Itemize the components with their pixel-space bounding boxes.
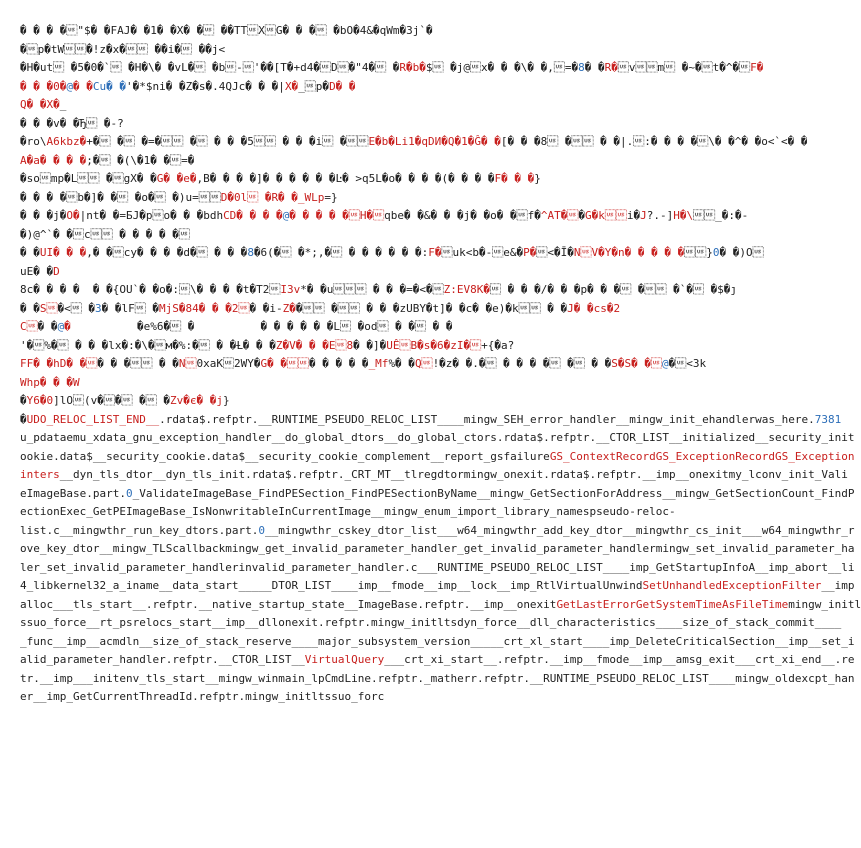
plain-text: [� � �8 � � �|. :� � � � \� �^� �o<`<� � — [500, 135, 808, 148]
plain-text: ,B� � � �]� � � � � �Ŀ� >q5L�o� � � �(� � � � — [196, 172, 495, 185]
text-line — [20, 170, 848, 189]
text-line — [20, 633, 855, 652]
plain-text: 0xaK 2WY� — [196, 357, 261, 370]
highlighted-text: D� � — [329, 79, 356, 93]
plain-text: _�:�- — [693, 209, 749, 222]
plain-text: _ValidateImageBase_FindPESection_FindPESectionByName__mingw_GetSectionForAddress__mingw_GetSectionCount_FindP — [132, 486, 855, 500]
plain-text: ?.-] — [646, 209, 674, 222]
highlighted-text: CD� � � � — [223, 209, 283, 222]
text-line — [20, 355, 848, 374]
numeric-text: @ — [662, 357, 669, 370]
highlighted-text: R� — [604, 61, 618, 74]
highlighted-text: F� � � — [494, 172, 535, 185]
plain-text: �e%6� � � � � � � �L �od � � � � — [70, 320, 453, 333]
numeric-text: 8 — [578, 61, 585, 74]
text-line — [20, 41, 848, 60]
plain-text: ]lO (v� � � � — [53, 394, 170, 407]
text-line — [20, 485, 855, 504]
text-line — [20, 263, 848, 282]
text-line — [20, 318, 848, 337]
text-line — [20, 96, 848, 115]
plain-text: � � — [20, 301, 40, 315]
plain-text: +� � �=� � � � �5 � � �i � — [86, 135, 369, 148]
plain-text: � �)O — [719, 246, 764, 259]
plain-text: 4_libkernel32_a_iname__data_start_____DTOR_LIST____imp__fmode__imp__lock__imp_RtlVirtualUnwind — [20, 579, 643, 592]
plain-text: �)@^`� � c � � � � � — [20, 227, 190, 241]
plain-text: ove_key_dtor__mingw_TLScallbackmingw_get_invalid_parameter_handler_get_invalid_parameter_handlermingw_set_invalid_parameter_ha — [20, 542, 855, 555]
highlighted-text: J — [640, 209, 647, 222]
text-line — [20, 133, 848, 152]
highlighted-text: VirtualQuery — [304, 653, 385, 666]
text-line — [20, 429, 855, 448]
plain-text: ;� �(\�1� � =� — [86, 153, 195, 167]
plain-text: .rdata$.refptr.__RUNTIME_PSEUDO_RELOC_LIST____mingw_SEH_error_handler__mingw_init_ehandlerwas_here. — [159, 412, 815, 426]
text-line — [20, 59, 848, 78]
highlighted-text: G�k — [584, 209, 627, 222]
text-line — [20, 337, 848, 356]
plain-text: � p�tW �!z�x� ��i� ��j< — [20, 42, 226, 56]
highlighted-text: X� — [284, 79, 299, 93]
highlighted-text: Whp� � �W — [20, 375, 80, 389]
text-line — [20, 688, 848, 707]
text-line — [20, 392, 848, 411]
plain-text: uk<b�- e&� — [441, 246, 524, 259]
plain-text: i� — [626, 209, 641, 222]
text-line — [20, 503, 848, 522]
plain-text: |nt� �=БJ�p o� � �bdh — [79, 209, 224, 222]
binary-text-view[interactable] — [20, 22, 861, 848]
numeric-text: 0 — [125, 486, 133, 500]
plain-text: +{�a? — [481, 338, 515, 352]
plain-text: eImageBase.part. — [20, 486, 126, 500]
highlighted-text: UI� � � — [39, 246, 87, 259]
numeric-text: 7381 — [814, 412, 842, 426]
plain-text: __imp — [821, 579, 855, 592]
highlighted-text: Z�V� � �E 8 — [275, 338, 354, 352]
plain-text: � � — [37, 320, 58, 333]
plain-text: } — [222, 394, 230, 407]
highlighted-text: � � � � � H� — [289, 209, 385, 222]
plain-text: � � — [20, 246, 40, 259]
highlighted-text: Y6�0 — [26, 394, 54, 407]
highlighted-text: Q — [414, 357, 433, 370]
numeric-text: @ — [66, 79, 73, 93]
highlighted-text: H�\ — [673, 209, 694, 222]
text-line — [20, 522, 855, 541]
highlighted-text: MјS�84� � �2 — [158, 301, 250, 315]
highlighted-text: D — [53, 264, 60, 278]
plain-text: � �i- — [249, 301, 283, 315]
plain-text: $ �j@ x� � �\� �, =� — [425, 61, 579, 74]
plain-text: �ro\ — [20, 135, 47, 148]
plain-text: � � �v� �Ђ �-? — [20, 116, 124, 130]
highlighted-text: Z� — [282, 301, 296, 315]
highlighted-text: � � — [72, 79, 93, 93]
plain-text: � � � � b�]� � �o� �)u= — [20, 190, 221, 204]
plain-text: er__imp_GetCurrentThreadId.refptr.mingw_initltssuo_forc — [20, 690, 385, 703]
plain-text: '�*$ni� �Z�s�.4QJc� � �| — [125, 79, 285, 93]
plain-text: v m �~� t�^� — [617, 61, 751, 74]
highlighted-text: � � �0� — [20, 79, 67, 93]
highlighted-text: _Mf — [368, 357, 389, 370]
plain-text: � <3k — [668, 357, 707, 370]
highlighted-text: N V�Y�n� � � � � — [573, 246, 685, 259]
plain-text: �6(� �*;,� � � � � � �: — [253, 246, 429, 259]
text-line — [20, 448, 855, 467]
highlighted-text: D�0l �R� �_WLp — [220, 190, 325, 204]
text-line — [20, 466, 848, 485]
plain-text: tr.__imp___initenv_tls_start__mingw_winmain_lpCmdLine.refptr._matherr.refptr.__RUNTIME_PSEUDO_RELOC_LIST____mingw_oldexcpt_han — [20, 671, 855, 685]
highlighted-text: S�S� � — [611, 357, 663, 370]
plain-text: � � �j� — [20, 209, 67, 222]
highlighted-text: F� — [428, 246, 442, 259]
text-line — [20, 411, 848, 430]
plain-text: ookie.data$__security_cookie.data$__security_cookie_complement__report_gsfailure — [20, 449, 550, 463]
plain-text: ___crt_xi_start__.refptr.__imp__fmode__imp__amsg_exit___crt_xi_end__.re — [384, 653, 855, 666]
highlighted-text: SetUnhandledExceptionFilter — [642, 579, 822, 592]
plain-text: � — [20, 412, 27, 426]
plain-text: � � � � � — [97, 357, 179, 370]
plain-text: � �]� — [353, 338, 387, 352]
plain-text: <�Ī� — [536, 246, 574, 259]
plain-text: mingw_initl — [788, 597, 861, 611]
highlighted-text: UÊ B�s�6�zI� — [386, 338, 482, 352]
plain-text: � � � � �zUBY�t]� �c� �e)�k � � — [295, 301, 568, 315]
highlighted-text: O� — [66, 209, 80, 222]
highlighted-text: E�b�Li1�qDИ�Q�1�Ĝ� � — [368, 135, 501, 148]
plain-text: !�z� �.� � � � � � � � — [432, 357, 612, 370]
numeric-text: 0 — [258, 523, 266, 537]
highlighted-text: FF� �hD� � — [20, 357, 98, 370]
text-line — [20, 115, 848, 134]
plain-text: __mingwthr_cskey_dtor_list___w64_mingwthr_add_key_dtor__mingwthr_cs_init___w64_mingwthr_r — [265, 523, 855, 537]
highlighted-text: inters — [20, 468, 60, 481]
plain-text: ectionExec_GetPEImageBase_IsNonwritableInCurrentImage__mingw_enum_import_library_namespseudo-reloc- — [20, 505, 676, 518]
numeric-text: Cu� � — [92, 79, 126, 93]
highlighted-text: GS_ContextRecordGS_ExceptionRecordGS_Exception — [549, 449, 855, 463]
highlighted-text: C — [20, 320, 38, 333]
plain-text: list.c__mingwthr_run_key_dtors.part. — [20, 523, 259, 537]
highlighted-text: S — [39, 301, 58, 315]
plain-text: =} — [324, 190, 338, 204]
plain-text: � � �/� � �p� � � � �`� �$�ȷ — [490, 283, 738, 296]
highlighted-text: J� �cs�2 — [567, 301, 621, 315]
numeric-text: @ — [57, 320, 65, 333]
highlighted-text: � — [64, 320, 71, 333]
plain-text: uE� � — [20, 264, 54, 278]
plain-text: __dyn_tls_dtor__dyn_tls_init.rdata$.refptr._CRT_MT__tlregdtormingw_onexit.rdata$.refptr.__imp__onexitmy_lconv_init_Vali — [59, 468, 848, 481]
plain-text: qbe� �&� � �j� �o� � f� — [384, 209, 541, 222]
highlighted-text: G� �e� — [156, 172, 197, 185]
plain-text: u_pdataemu_xdata_gnu_exception_handler__do_global_dtors__do_global_ctors.rdata$.refptr.__CTOR_LIST__initialized__security_init — [20, 431, 855, 444]
highlighted-text: A6kbz� — [46, 135, 87, 148]
text-line — [20, 596, 861, 615]
plain-text: *� �u � � �=�<� — [300, 283, 444, 296]
plain-text: � � � � "$� �FAJ� �1� �X� � ��TT X G� � � �bO�4&�qWm�3j`� — [20, 24, 433, 37]
highlighted-text: Q� �X� — [20, 98, 60, 111]
text-line — [20, 559, 855, 578]
highlighted-text: ^AT� — [540, 209, 579, 222]
highlighted-text: I3v — [280, 283, 301, 296]
text-line — [20, 670, 855, 689]
plain-text: �so mp�L � gX� � — [20, 172, 157, 185]
plain-text: � � � � � — [308, 357, 369, 370]
plain-text: '� %� � � �lx�:�\� м�%:� � �Ƚ� � � — [20, 338, 276, 352]
plain-text: %� � — [388, 357, 415, 370]
numeric-text: 8 — [247, 246, 254, 259]
numeric-text: @ — [282, 209, 290, 222]
text-line — [20, 540, 855, 559]
plain-text: � — [20, 394, 27, 407]
numeric-text: 0 — [712, 246, 720, 259]
plain-text: � — [578, 209, 585, 222]
plain-text: ler_set_invalid_parameter_handlerinvalid_parameter_handler.c___RUNTIME_PSEUDO_RELOC_LIST____imp_GetStartupInfoA__imp_abort__li — [20, 560, 855, 574]
plain-text: alloc___tls_start__.refptr.__native_startup_state__ImageBase.refptr.__imp__onexit — [20, 597, 557, 611]
highlighted-text: R�b� — [399, 61, 426, 74]
plain-text: _ — [59, 98, 67, 111]
plain-text: � �lF � — [101, 301, 159, 315]
text-line — [20, 22, 848, 41]
text-line — [20, 281, 848, 300]
text-line — [20, 78, 848, 97]
text-line — [20, 207, 848, 226]
text-line — [20, 300, 848, 319]
text-line — [20, 226, 848, 245]
text-line — [20, 651, 855, 670]
text-line — [20, 189, 848, 208]
text-line — [20, 152, 848, 171]
plain-text: 8c� � � � � �{OU`� �o�: \� � � �t�T2 — [20, 283, 281, 296]
plain-text: ,� � cy� � � �d� � � � — [86, 246, 248, 259]
plain-text: } — [534, 172, 541, 185]
text-line — [20, 614, 848, 633]
highlighted-text: F� — [750, 61, 764, 74]
highlighted-text: N — [178, 357, 197, 370]
plain-text: � � — [584, 61, 605, 74]
text-line — [20, 244, 848, 263]
numeric-text: 3 — [95, 301, 102, 315]
highlighted-text: Zv�є� �j — [169, 394, 223, 407]
highlighted-text: P� — [523, 246, 537, 259]
text-line — [20, 577, 855, 596]
plain-text: } — [684, 246, 713, 259]
highlighted-text: GetLastErrorGetSystemTimeAsFileTime — [556, 597, 789, 611]
highlighted-text: A�a� � � � — [20, 153, 87, 167]
plain-text: ssuo_force__rt_psrelocs_start__imp__dllonexit.refptr.mingw_initltsdyn_force__dll_characteristics____size_of_stack_commit____ — [20, 616, 842, 629]
highlighted-text: G� � — [260, 357, 309, 370]
plain-text: _func__imp__acmdln__size_of_stack_reserve____major_subsystem_version_____crt_xl_start____imp_DeleteCriticalSection__imp__set_i — [20, 634, 855, 648]
text-line — [20, 374, 848, 393]
highlighted-text: Z:EV8K� — [443, 283, 490, 296]
plain-text: _ p� — [298, 79, 330, 93]
plain-text: �< � — [57, 301, 95, 315]
plain-text: alid_parameter_handler.refptr.__CTOR_LIST__ — [20, 653, 305, 666]
highlighted-text: UDO_RELOC_LIST_END__ — [26, 412, 160, 426]
plain-text: �H�ut �5�0�` �H�\� �vL� �b - '��[T�+d4� D �"4� � — [20, 61, 400, 74]
